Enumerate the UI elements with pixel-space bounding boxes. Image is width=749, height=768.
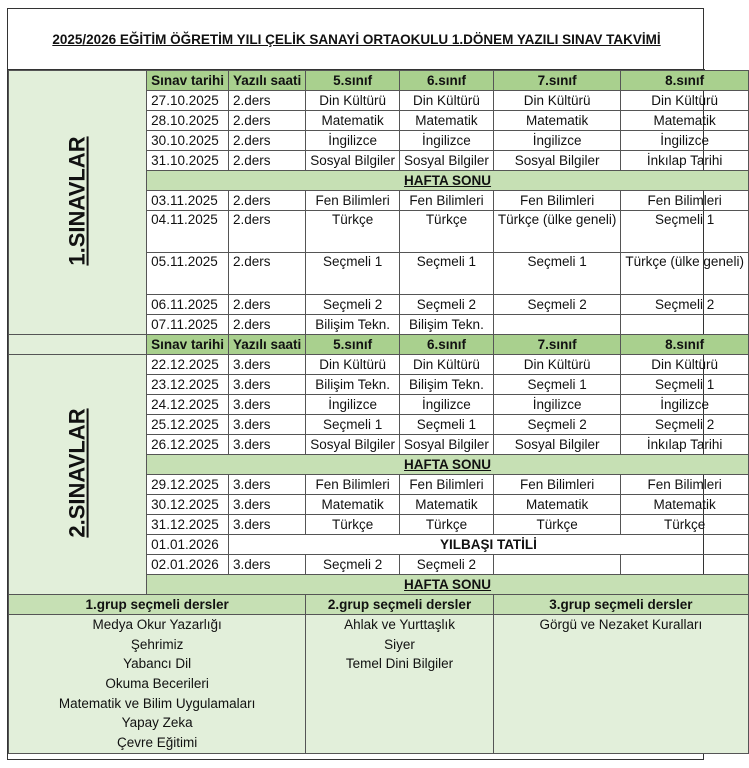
exam-date: 23.12.2025 — [147, 375, 229, 395]
header-row — [9, 71, 749, 91]
exam-subject: Seçmeli 2 — [306, 295, 400, 315]
exam-subject: İngilizce — [306, 131, 400, 151]
column-header: 7.sınıf — [493, 335, 621, 355]
exam-subject: İngilizce — [306, 395, 400, 415]
exam-subject: Sosyal Bilgiler — [400, 151, 494, 171]
exam-period: 2.ders — [228, 295, 305, 315]
exam-date: 22.12.2025 — [147, 355, 229, 375]
group-2-title: 2.grup seçmeli dersler — [306, 595, 494, 615]
exam-date: 07.11.2025 — [147, 315, 229, 335]
exam-subject: Fen Bilimleri — [621, 475, 749, 495]
section-2 — [9, 355, 147, 595]
exam-subject: Fen Bilimleri — [306, 191, 400, 211]
exam-subject: İngilizce — [400, 131, 494, 151]
exam-period: 2.ders — [228, 151, 305, 171]
exam-date: 30.10.2025 — [147, 131, 229, 151]
exam-subject: İngilizce — [621, 395, 749, 415]
column-header: 5.sınıf — [306, 71, 400, 91]
exam-date: 30.12.2025 — [147, 495, 229, 515]
elective-course: Matematik ve Bilim Uygulamaları — [58, 695, 256, 711]
exam-period: 3.ders — [228, 475, 305, 495]
elective-course: Görgü ve Nezaket Kuralları — [539, 617, 703, 632]
exam-subject: Din Kültürü — [400, 355, 494, 375]
group-header-row — [9, 595, 749, 615]
weekend-label: HAFTA SONU — [147, 575, 749, 595]
exam-subject: Türkçe — [400, 211, 494, 253]
exam-period: 2.ders — [228, 211, 305, 253]
exam-subject: Bilişim Tekn. — [306, 375, 400, 395]
exam-period: 3.ders — [228, 395, 305, 415]
exam-subject: Din Kültürü — [400, 91, 494, 111]
elective-course: Okuma Becerileri — [105, 676, 209, 692]
weekend-label: HAFTA SONU — [147, 455, 749, 475]
exam-subject: Din Kültürü — [493, 355, 621, 375]
page-title: 2025/2026 EĞİTİM ÖĞRETİM YILI ÇELİK SANAYİ ORTAOKULU 1.DÖNEM YAZILI SINAV TAKVİMİ — [8, 9, 705, 70]
exam-subject — [621, 555, 749, 575]
elective-course: Yabancı Dil — [123, 656, 192, 672]
exam-subject: Seçmeli 1 — [400, 415, 494, 435]
exam-subject: Din Kültürü — [306, 355, 400, 375]
exam-subject: Matematik — [306, 495, 400, 515]
section-2-label: 2.SINAVLAR — [64, 408, 90, 538]
column-header: 5.sınıf — [306, 335, 400, 355]
exam-subject: Sosyal Bilgiler — [306, 151, 400, 171]
exam-subject: Din Kültürü — [306, 91, 400, 111]
exam-period: 3.ders — [228, 555, 305, 575]
exam-subject: Matematik — [400, 495, 494, 515]
exam-subject: İngilizce — [493, 131, 621, 151]
elective-course: Çevre Eğitimi — [116, 735, 198, 751]
header-row — [9, 335, 749, 355]
elective-course: Şehrimiz — [130, 636, 184, 652]
exam-subject: İngilizce — [400, 395, 494, 415]
exam-subject: Sosyal Bilgiler — [493, 435, 621, 455]
exam-subject: Fen Bilimleri — [400, 475, 494, 495]
group-3-title: 3.grup seçmeli dersler — [493, 595, 748, 615]
exam-date: 06.11.2025 — [147, 295, 229, 315]
section-1 — [9, 71, 147, 335]
exam-date: 02.01.2026 — [147, 555, 229, 575]
section-1-label: 1.SINAVLAR — [64, 136, 90, 266]
exam-date: 03.11.2025 — [147, 191, 229, 211]
exam-subject: Bilişim Tekn. — [306, 315, 400, 335]
group-1-title: 1.grup seçmeli dersler — [9, 595, 306, 615]
schedule-table — [8, 70, 749, 754]
exam-subject: Matematik — [493, 495, 621, 515]
exam-subject — [493, 555, 621, 575]
exam-period: 3.ders — [228, 495, 305, 515]
exam-subject: Fen Bilimleri — [493, 475, 621, 495]
elective-course: Medya Okur Yazarlığı — [92, 617, 222, 632]
column-header: 8.sınıf — [621, 71, 749, 91]
exam-subject: Sosyal Bilgiler — [306, 435, 400, 455]
exam-date: 31.10.2025 — [147, 151, 229, 171]
exam-period: 3.ders — [228, 435, 305, 455]
exam-subject: İnkılap Tarihi — [621, 151, 749, 171]
exam-subject: Türkçe (ülke geneli) — [621, 253, 749, 295]
exam-subject: Sosyal Bilgiler — [400, 435, 494, 455]
exam-period: 2.ders — [228, 253, 305, 295]
exam-subject: Seçmeli 2 — [493, 295, 621, 315]
elective-course: Siyer — [384, 636, 415, 652]
exam-subject: Seçmeli 1 — [306, 415, 400, 435]
exam-date: 28.10.2025 — [147, 111, 229, 131]
exam-date: 04.11.2025 — [147, 211, 229, 253]
exam-subject: Fen Bilimleri — [621, 191, 749, 211]
table-row — [9, 355, 749, 375]
exam-subject: Türkçe — [400, 515, 494, 535]
elective-course: Yapay Zeka — [121, 715, 193, 731]
exam-subject: Bilişim Tekn. — [400, 375, 494, 395]
exam-subject: Fen Bilimleri — [400, 191, 494, 211]
exam-date: 01.01.2026 — [147, 535, 229, 555]
column-header: 8.sınıf — [621, 335, 749, 355]
exam-subject: Türkçe — [621, 515, 749, 535]
exam-subject: Matematik — [621, 111, 749, 131]
exam-subject: İnkılap Tarihi — [621, 435, 749, 455]
exam-subject: Seçmeli 2 — [621, 295, 749, 315]
exam-date: 05.11.2025 — [147, 253, 229, 295]
exam-subject: Seçmeli 1 — [621, 211, 749, 253]
weekend-label: HAFTA SONU — [147, 171, 749, 191]
exam-date: 29.12.2025 — [147, 475, 229, 495]
exam-period: 2.ders — [228, 315, 305, 335]
column-header: Sınav tarihi — [147, 335, 229, 355]
exam-period: 2.ders — [228, 111, 305, 131]
group-lists-row — [9, 615, 749, 754]
exam-schedule-sheet — [7, 8, 744, 760]
exam-date: 31.12.2025 — [147, 515, 229, 535]
group-2-list — [306, 615, 494, 754]
exam-subject: İngilizce — [621, 131, 749, 151]
exam-subject: Fen Bilimleri — [493, 191, 621, 211]
column-header: Sınav tarihi — [147, 71, 229, 91]
exam-subject: Matematik — [621, 495, 749, 515]
exam-subject: İngilizce — [493, 395, 621, 415]
exam-subject — [493, 315, 621, 335]
exam-subject: Seçmeli 2 — [306, 555, 400, 575]
holiday-label: YILBAŞI TATİLİ — [228, 535, 748, 555]
exam-subject: Fen Bilimleri — [306, 475, 400, 495]
exam-subject: Matematik — [306, 111, 400, 131]
side-gap — [9, 335, 147, 355]
exam-subject: Din Kültürü — [621, 91, 749, 111]
exam-subject: Matematik — [400, 111, 494, 131]
exam-subject: Seçmeli 2 — [621, 415, 749, 435]
column-header: 6.sınıf — [400, 335, 494, 355]
exam-date: 24.12.2025 — [147, 395, 229, 415]
column-header: 7.sınıf — [493, 71, 621, 91]
exam-date: 25.12.2025 — [147, 415, 229, 435]
exam-subject: Seçmeli 2 — [400, 555, 494, 575]
elective-course: Temel Dini Bilgiler — [345, 656, 454, 672]
exam-subject: Din Kültürü — [493, 91, 621, 111]
exam-subject: Matematik — [493, 111, 621, 131]
exam-subject: Seçmeli 1 — [493, 375, 621, 395]
exam-subject: Seçmeli 1 — [306, 253, 400, 295]
exam-subject: Türkçe (ülke geneli) — [493, 211, 621, 253]
exam-subject: Türkçe — [306, 211, 400, 253]
exam-period: 2.ders — [228, 131, 305, 151]
exam-period: 3.ders — [228, 515, 305, 535]
elective-course: Ahlak ve Yurttaşlık — [344, 617, 455, 632]
group-3-list — [493, 615, 748, 754]
column-header: Yazılı saati — [228, 71, 305, 91]
exam-subject: Seçmeli 1 — [621, 375, 749, 395]
exam-period: 3.ders — [228, 415, 305, 435]
exam-subject: Sosyal Bilgiler — [493, 151, 621, 171]
column-header: Yazılı saati — [228, 335, 305, 355]
exam-period: 2.ders — [228, 91, 305, 111]
exam-subject: Bilişim Tekn. — [400, 315, 494, 335]
exam-subject: Seçmeli 1 — [493, 253, 621, 295]
exam-period: 3.ders — [228, 355, 305, 375]
exam-subject: Seçmeli 2 — [493, 415, 621, 435]
group-1-list — [9, 615, 306, 754]
exam-subject — [621, 315, 749, 335]
exam-subject: Türkçe — [493, 515, 621, 535]
exam-date: 26.12.2025 — [147, 435, 229, 455]
exam-period: 3.ders — [228, 375, 305, 395]
column-header: 6.sınıf — [400, 71, 494, 91]
exam-date: 27.10.2025 — [147, 91, 229, 111]
exam-subject: Seçmeli 1 — [400, 253, 494, 295]
exam-subject: Seçmeli 2 — [400, 295, 494, 315]
exam-period: 2.ders — [228, 191, 305, 211]
exam-subject: Türkçe — [306, 515, 400, 535]
exam-subject: Din Kültürü — [621, 355, 749, 375]
